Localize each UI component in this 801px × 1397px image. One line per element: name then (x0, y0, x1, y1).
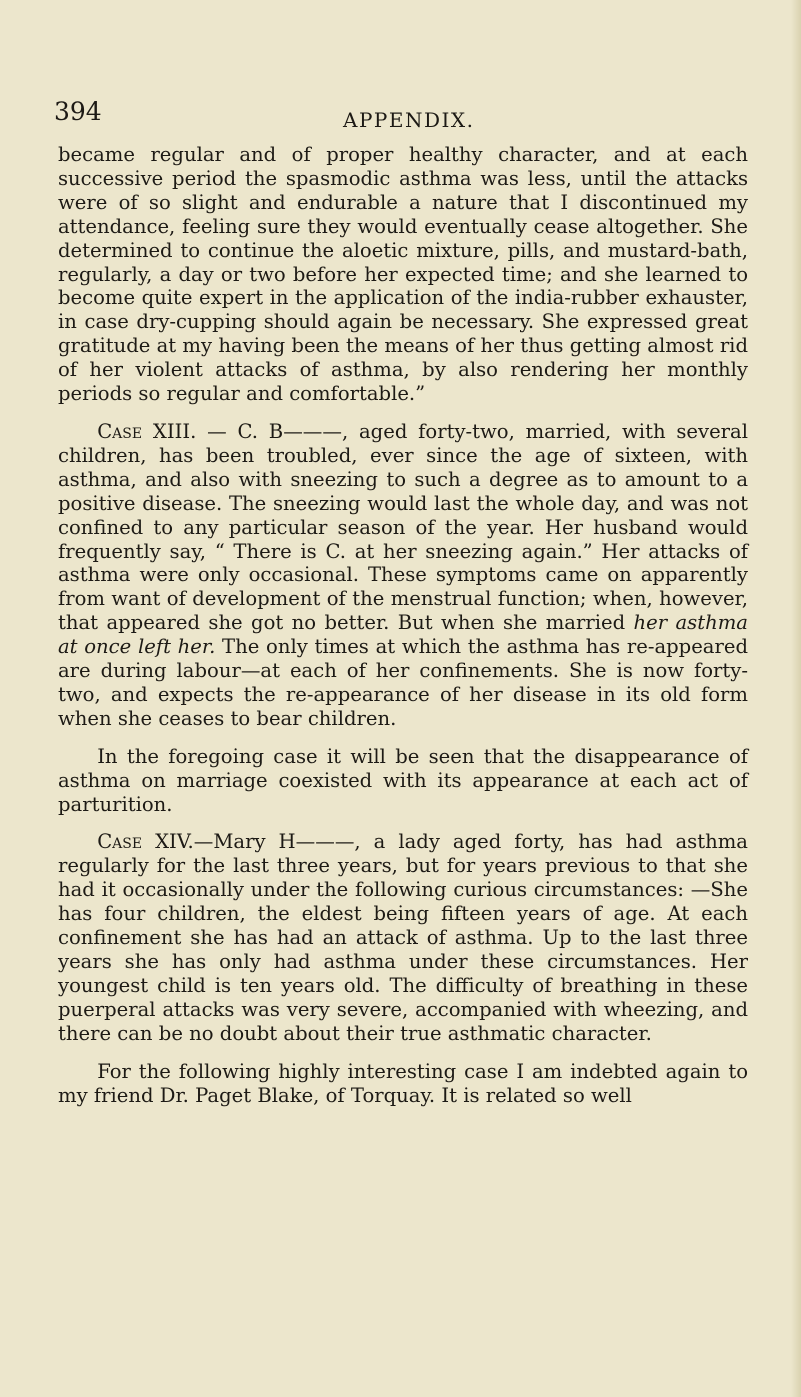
page-number: 394 (54, 97, 102, 126)
case-label: Case XIV. (97, 830, 194, 854)
case-xiii-text: — C. B———, aged forty-two, married, with several children, has been troubled, ever since the age of sixteen, with asthma, and also with sneezing to such a degree as to amount to a positive disease. The sneezing would last the whole day, and was not confined to any particular season of the year. Her husband would frequently say, “ There is C. at her sneezing again.” Her attacks of asthma were only occasional. These symptoms came on apparently from want of development of the menstrual function; when, however, that appeared she got no better. But when she married (58, 419, 748, 635)
case-label: Case XIII. (97, 419, 197, 443)
body-text (58, 143, 748, 1121)
case-xiv-text: —Mary H———, a lady aged forty, has had asthma regularly for the last three years, but for years previous to that she had it occasionally under the following curious circumstances: —She has four children, the eldest being fifteen years of age. At each confinement she has had an attack of asthma. Up to the last three years she has only had asthma under these circumstances. Her youngest child is ten years old. The difficulty of breathing in these puerperal attacks was very severe, accompanied with wheezing, and there can be no doubt about their true asthmatic character. (58, 830, 748, 1045)
paragraph-introduction: For the following highly interesting case I am indebted again to my friend Dr. Paget Blake, of Torquay. It is related so well (58, 1059, 748, 1107)
running-head: APPENDIX. (343, 108, 475, 132)
paragraph-case-xiii (58, 420, 748, 731)
paragraph-continuation: became regular and of proper healthy character, and at each successive period the spasmodic asthma was less, until the attacks were of so slight and endurable a nature that I discontinued my attendance, feeling sure they would eventually cease altogether. She determined to continue the aloetic mixture, pills, and mustard-bath, regularly, a day or two before her expected time; and she learned to become quite expert in the application of the india-rubber exhauster, in case dry-cupping should again be necessary. She expressed great gratitude at my having been the means of her thus getting almost rid of her violent attacks of asthma, by also rendering her monthly periods so regular and comfortable.” (58, 143, 748, 406)
case-xiii-emphasis: her asthma at once left her. (58, 611, 748, 659)
page-header (0, 97, 801, 137)
page-edge-shadow (791, 0, 801, 1397)
paragraph-commentary: In the foregoing case it will be seen that the disappearance of asthma on marriage coexisted with its appearance at each act of parturition. (58, 744, 748, 816)
case-xiii-text-end: The only times at which the asthma has re-appeared are during labour—at each of her confinements. She is now forty-two, and expects the re-appearance of her disease in its old form when she ceases to bear children. (58, 635, 748, 730)
paragraph-case-xiv (58, 830, 748, 1045)
